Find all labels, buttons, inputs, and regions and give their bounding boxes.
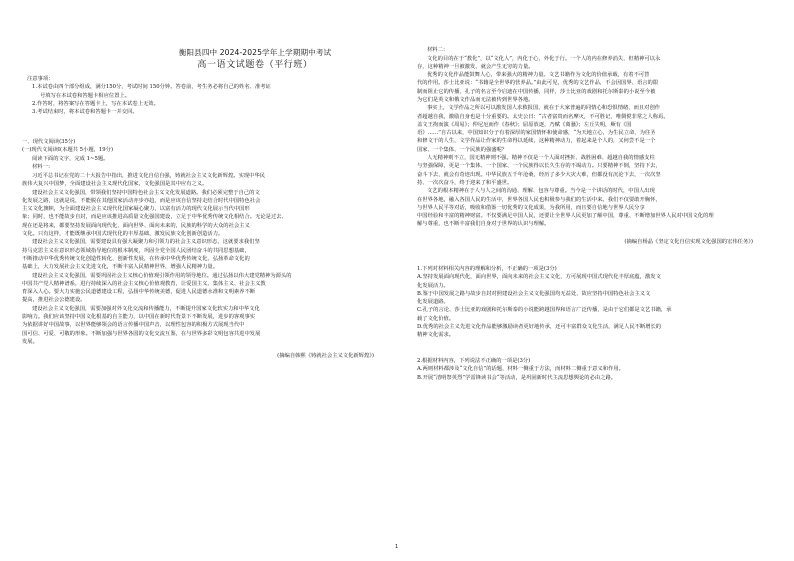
paragraph-line: 与坚强保障，更是一个集体、一个国家、一个民族得以长久生存的不竭动力。只要精神不倒，坚持下去， xyxy=(417,163,661,170)
exam-title-line1: 衡阳县四中 2024-2025学年上学期期中考试 xyxy=(178,48,332,57)
sub-heading: (一)现代文阅读Ⅰ(本题共 5小题，19分) xyxy=(22,147,114,154)
option-line: B.鉴于中国发展之路与故步自封对照建设社会主义文化强国均无益处，故应坚持中国特色社会主义文 xyxy=(417,290,651,297)
paragraph-line: 盖文王拘而演《周易》；仲尼厄而作《春秋》；屈原放逐，乃赋《离骚》；左丘失明，厥有《国 xyxy=(417,121,632,128)
paragraph-line: 中国共产党人精神谱系，进行持续深入的社会主义核心价值观教育，让爱国主义、集体主义、社会主义教 xyxy=(22,280,266,287)
paragraph-line: 事实上，文学作品之所以可以激发国人求救报国，就在于大家普遍的同情心和恐惧情绪，而且对创作 xyxy=(427,105,661,112)
paragraph-line: 奋斗下去，就会有奇迹出现。中华民族五千年沧桑，经历了多少大灾大难，但都没有沉沦下去，一次次坚 xyxy=(417,171,661,178)
paragraph-line: 习近平总书记在党的二十大报告中指出，推进文化自信自强，铸就社会主义文化新辉煌。实现中华民 xyxy=(32,173,266,179)
paragraph-line: 基础上，大力发展社会主义先进文化，不断丰富人民精神世界，增强人民精神力量。 xyxy=(22,264,218,271)
instruction: 阅读下面的文字，完成 1~5题。 xyxy=(32,155,109,162)
paragraph-line: 族伟大复兴中国梦，全面建设社会主义现代化国家，文化强国是其中应有之义。 xyxy=(22,181,208,188)
material-label: 材料一： xyxy=(32,163,54,170)
paragraph-line: 文艺的根本精神在于人与人之间的沟通、理解、包容与尊重。当今是一个讲话的时代，中国人出现 xyxy=(427,188,655,195)
paragraph-line: 文化的目的在于“教化”，以“文化人”，内化于心，外化于行。一个人的内在修养消失，但精神可以永 xyxy=(427,55,661,62)
option-line: 化发展道路。 xyxy=(417,299,449,306)
paragraph-line: 和修文干的人生，文学作品让作家的生命得以延续，这种精神动力，着起来是个人的，又何尝不是一个 xyxy=(417,138,656,145)
paragraph-line: 建设社会主义文化强国，带领我们坚持中国特色社会主义文化发展道路。我们必须完整于自己的文 xyxy=(32,189,260,196)
paragraph-line: 人无精神则不立，国无精神则不强。精神不仅是一个人面对挫折、战胜困难、超越自我的情感支柱 xyxy=(427,155,655,162)
right-column xyxy=(417,0,783,561)
material1-body xyxy=(22,172,402,346)
question1-block xyxy=(417,265,783,340)
material1-source: (摘编自韩熙《铸就社会主义文化新辉煌》) xyxy=(277,353,374,359)
question-stem: 2.根据材料内容，下列说法不正确的一项是(3分) xyxy=(417,358,531,364)
option-line: 载了文化价值。 xyxy=(417,315,455,322)
material2-label-block xyxy=(417,46,783,54)
paragraph-line: 建设社会主义文化强国，需要建设具有强大凝聚力和引领力的社会主义意识形态，这就要求我们坚 xyxy=(32,239,260,246)
option-line: D.优秀的社会主义先进文化作品能够激励读者更好地传承，还可丰富群众文化生活，满足人民不断增长的 xyxy=(417,324,662,331)
paragraph-line: 象；同时，也不能故步自封，而是应该推进高质量文化强国建设，立足于中华优秀传统文化相结合。无论是过去、 xyxy=(22,214,287,221)
paragraph-line: 中国经验和丰富的精神财富。不仅要满足中国人民，还要让全世界人民更加了解中国，尊重、不断增加世界人民对中国文化的理 xyxy=(417,213,714,220)
material2-body xyxy=(417,55,783,229)
question-stem: 1.下列对材料相关内容的理解和分析，不正确的一项是(3分) xyxy=(417,266,557,272)
paragraph-line: 者超越自我，激励自身也是十分重要的。太史公曰：“古者富贵而名摩灭，不可胜记，唯倜傥非常之人称焉。 xyxy=(417,113,669,120)
option-line: B.开展“清明祭英烈”学雷锋读书会“等活动，是巩固新时代主流思想舆论的必由之路。 xyxy=(417,374,617,381)
left-column xyxy=(22,0,402,561)
paragraph-line: 为依据讲好中国故事，以世界能够领会的语言传播中国声音，以理性包容的积极方式展现当代中 xyxy=(22,322,245,329)
paragraph-line: 优秀的文化作品能鼓舞人心，带来强大的精神力量。文艺书籍作为文化的价值承载，有着不可替 xyxy=(427,72,650,79)
page-number: 1 xyxy=(395,544,399,550)
notice-item: 号填写在本试卷和答题卡相应位置上。 xyxy=(40,92,131,99)
question2-block xyxy=(417,357,783,382)
section1-header xyxy=(22,138,402,171)
notice-block xyxy=(22,75,402,116)
paragraph-line: 语》……”自古以来，中国知识分子有着深厚的家国情怀和使命感，“为天地立心，为生民立命，为往圣 xyxy=(417,130,656,137)
material-label: 材料二： xyxy=(427,47,449,53)
paragraph-line: 建设社会主义文化强国，需要巩固社会主义核心价值观引领作用的领导地位。通过弘扬以伟大建党精神为源头的 xyxy=(32,272,292,279)
paragraph-line: 建设社会主义文化强国，需要加强对外文化交流和传播能力，不断提升国家文化软实力和中华文化 xyxy=(32,305,260,312)
paragraph-line: 代的作用。莎士比亚说：“书籍是全世界的营养品。”由此可见，优秀的文艺作品，不会因国界、语言的限 xyxy=(417,80,659,87)
paragraph-line: 持、一次次奋斗，终于迎来了和平盛世。 xyxy=(417,179,513,186)
paragraph-line: 文化。只有这样，才能既继承中国式现代化的丰厚基础，激发民族文化创新创造活力。 xyxy=(22,231,224,238)
paragraph-line: 现在还是将来，都要坚持发展面向现代化、面向世界、面向未来的，民族的科学的大众的社会主义 xyxy=(22,222,250,229)
paragraph-line: 国家、一个集体、一个民族的强盛呢？ xyxy=(417,146,508,153)
option-line: C.孔子的言论、莎士比亚的戏剧和托尔斯泰的小说能跨越国界和语言广泛传播，是由于它们都是文艺书籍，承 xyxy=(417,307,672,314)
option-line: A.两则材料都涉及“文化自信”的话题，材料一侧重于方法，而材料二侧重于意义和作用。 xyxy=(417,366,624,373)
paragraph-line: 影响力。我们应该坚持中国文化根基的自主能力，以中国在新时代背景下不断发展，进步的客观事实 xyxy=(22,314,256,321)
paragraph-line: 与世界人民平等对话，吸收和借鉴一切优秀的文化成果，为我所用，而且要自信地与世界人民分享 xyxy=(417,204,645,211)
option-line: A.坚持发展面向现代化，面向世界，面向未来的社会主义文化，方可展现中国式现代化丰厚底蕴，激发文 xyxy=(417,274,661,281)
paragraph-line: 持马克思主义在意识形态领域指导地位的根本制度，巩固全党全国人民团结奋斗的共同思想基础， xyxy=(22,247,250,254)
paragraph-line: 国可信、可爱、可敬的形象。不断加强与世界各国的文化交流互鉴，在与世界多彩文明包容共进中发展 xyxy=(22,330,261,337)
option-line: 化发展活力。 xyxy=(417,282,449,289)
option-line: 精神文化需求。 xyxy=(417,332,455,339)
paragraph-line: 育深入人心。要大力实施公民道德建设工程，弘扬中华传统美德，促进人民道德水准和文明素养不断 xyxy=(22,289,256,296)
paragraph-line: 为它们是英文和俄文作品而无法被传到世界各地。 xyxy=(417,96,534,103)
notice-item: 1.本试卷由四个部分组成，满分150分，考试时间 150分钟。答卷前，考生务必将自己的姓名、准考证 xyxy=(32,84,271,91)
exam-title-line2: 高一语文试题卷（平行班） xyxy=(197,60,313,70)
paragraph-line: 在世界各地，融入各国人民的生活中，世界各国人民也积极参与我们的生活中来。我们不仅要敢开胸怀， xyxy=(417,196,661,203)
paragraph-line: 存，这种精神一旦被激发，就会产生无穷的力量。 xyxy=(417,63,534,70)
paragraph-line: 发展。 xyxy=(22,338,38,345)
section-heading: 一、现代文阅读(35分) xyxy=(22,139,76,145)
paragraph-line: 主义文化旗帜，为全面建设社会主义现代化国家凝心聚力，以富有活力的现代文化展示当代中国形 xyxy=(22,206,250,213)
notice-item: 3.考试结束时，将本试卷和答题卡一并交回。 xyxy=(32,109,138,116)
notice-item: 2.作答时，将答案写在答题卡上，写在本试卷上无效。 xyxy=(32,100,159,107)
paragraph-line: 提高，推进社会公德建设。 xyxy=(22,297,86,304)
paragraph-line: 制而阻止它的传播，孔子的名言至今启迪在中国传播，同样，莎士比亚的戏剧和托尔斯泰的小说至今被 xyxy=(417,88,656,95)
material2-source: (摘编自杨晶《坚定文化自信实现文化强国的宏伟任务》) xyxy=(624,239,753,245)
paragraph-line: 不断推动中华优秀传统文化创造性转化、创新性发展，在传承中华优秀传统文化、弘扬革命文化的 xyxy=(22,255,250,262)
paragraph-line: 解与尊重，也不断丰富我们自身对于世界的认识与理解。 xyxy=(417,221,550,228)
paragraph-line: 化发展之路，这就是说，不能脱在其他国家活动亦步亦趋，而是应该自信坚持走结合时代中国特色社会 xyxy=(22,197,261,204)
notice-heading: 注意事项： xyxy=(27,76,54,82)
